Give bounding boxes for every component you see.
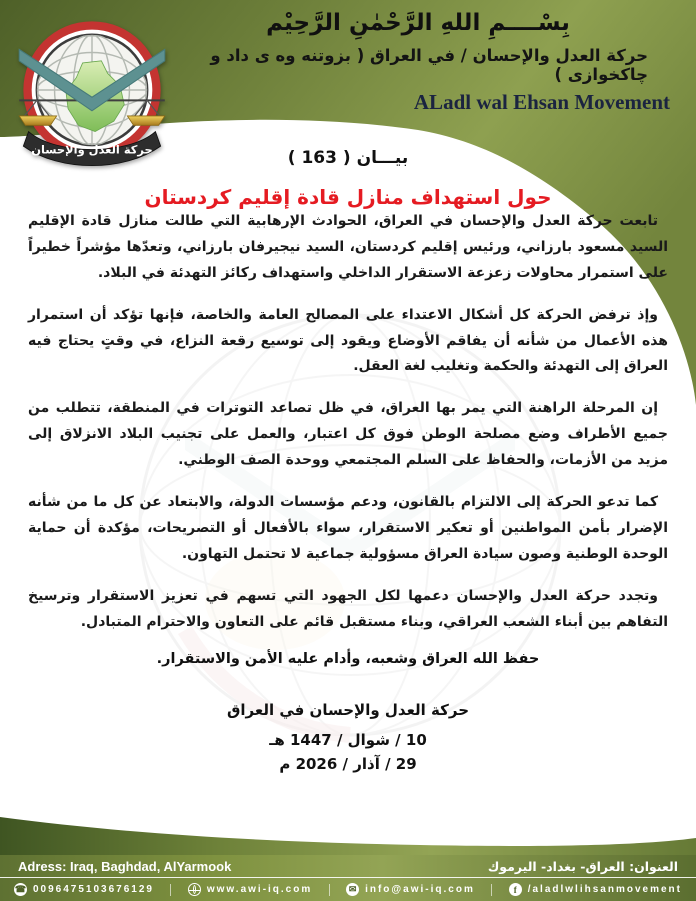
logo-banner-text: حركة العدل والإحسان: [31, 142, 153, 157]
email-address: info@awi-iq.com: [365, 884, 475, 895]
globe-icon: [188, 883, 201, 896]
email-contact: [346, 883, 475, 896]
signature-line: حركة العدل والإحسان في العراق: [226, 701, 470, 720]
org-name-english: ALadl wal Ehsan Movement: [413, 90, 670, 114]
paragraph-4: كما تدعو الحركة إلى الالتزام بالقانون، ودعم مؤسسات الدولة، والابتعاد عن كل ما من شأنه الإضرار بأمن المواطنين أو تعكير الاستقرار، سواء بالأفعال أو التصريحات، مؤكدة أن حماية الوحدة الوطنية وصون سيادة العراق مسؤولية جماعية لا تحتمل التهاون.: [28, 494, 668, 562]
statement-number: بيـــان ( 163 ): [287, 148, 409, 168]
paragraph-2: وإذ ترفض الحركة كل أشكال الاعتداء على المصالح العامة والخاصة، فإنها تؤكد أن استمرار هذه الأعمال من شأنه أن يفاقم الأوضاع ويقود إلى توسيع رقعة النزاع، في وقتٍ يحتاج فيه العراق إلى التهدئة والحكمة وتغليب لغة العقل.: [28, 306, 668, 375]
bismillah-calligraphy: بِسْــــمِ اللهِ الرَّحْمٰنِ الرَّحِيْم: [266, 10, 570, 36]
website-contact: [188, 883, 312, 896]
statement-title: حول استهداف منازل قادة إقليم كردستان: [144, 185, 552, 209]
address-arabic: العنوان: العراق- بغداد- اليرموك: [487, 858, 678, 874]
phone-icon: ☎: [14, 884, 27, 894]
org-name-arabic: حركة العدل والإحسان / في العراق ( بزوتنه وه ى داد و چاكخوازى ): [210, 46, 648, 84]
date-block: [28, 729, 668, 776]
facebook-contact: [509, 883, 682, 896]
footer-wave-shape: [0, 815, 696, 855]
paragraph-1: تابعت حركة العدل والإحسان في العراق، الحوادث الإرهابية التي طالت منازل قادة الإقليم السيد مسعود بارزاني، ورئيس إقليم كردستان، السيد نيجيرفان بارزاني، وتعدّها مؤشراً خطيراً على استمرار محاولات زعزعة الاستقرار الداخلي واستهداف ركائز التهدئة في البلاد.: [28, 213, 668, 281]
address-english: Adress: Iraq, Baghdad, AlYarmook: [18, 858, 232, 874]
facebook-handle: /aladlwlihsanmovement: [527, 884, 682, 895]
paragraph-3: إن المرحلة الراهنة التي يمر بها العراق، في ظل تصاعد التوترات في المنطقة، تتطلب من جميع الأطراف وضع مصلحة الوطن فوق كل اعتبار، والعمل على تجنيب البلاد الانزلاق إلى مزيد من الأزمات، والحفاظ على السلم المجتمعي ووحدة الصف الوطني.: [28, 400, 668, 469]
email-icon: ✉: [346, 883, 359, 896]
footer-address-row: [0, 855, 696, 877]
phone-contact: [14, 883, 154, 896]
footer: [0, 855, 696, 901]
gregorian-date: 29 / آذار / 2026 م: [279, 754, 417, 773]
divider: [491, 884, 492, 896]
phone-number: 0096475103676129: [33, 884, 154, 895]
website-url: www.awi-iq.com: [206, 884, 313, 895]
facebook-icon: f: [509, 883, 522, 896]
movement-logo: [14, 8, 170, 174]
divider: [170, 884, 171, 896]
hijri-date: 10 / شوال / 1447 هـ: [269, 731, 427, 750]
footer-contact-row: [0, 877, 696, 901]
closing-prayer: حفظ الله العراق وشعبه، وأدام عليه الأمن والاستقرار.: [156, 651, 540, 668]
divider: [329, 884, 330, 896]
paragraph-5: وتجدد حركة العدل والإحسان دعمها لكل الجهود التي تسهم في تعزيز الاستقرار وترسيخ التفاهم بين أبناء الشعب العراقي، وبناء مستقبل قائم على التعاون والاحترام المتبادل.: [28, 587, 668, 630]
header: [170, 0, 696, 115]
